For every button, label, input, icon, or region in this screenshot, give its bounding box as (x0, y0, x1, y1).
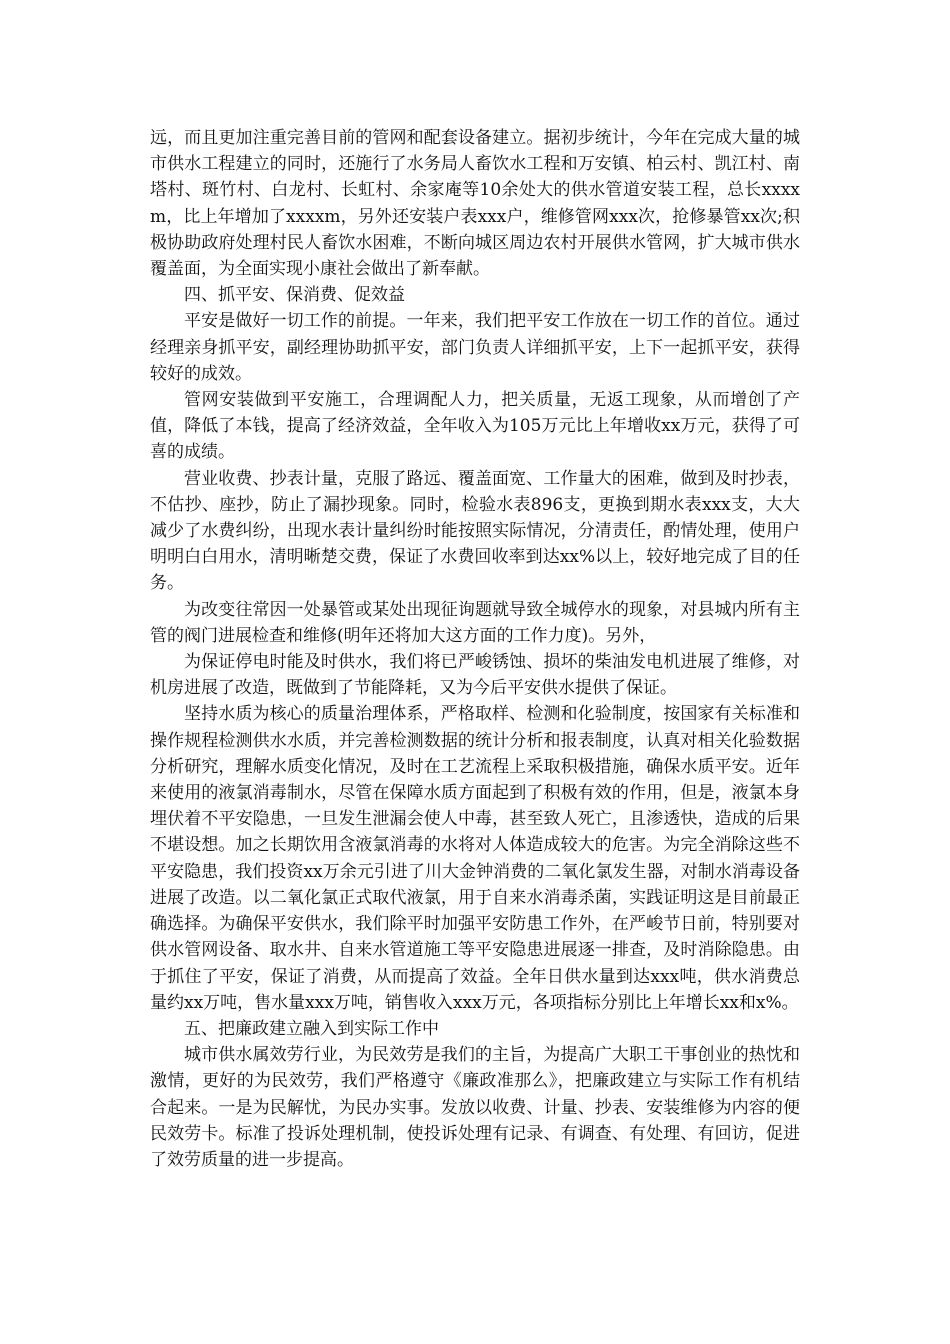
paragraph-valve-maintenance: 为改变往常因一处暴管或某处出现征询题就导致全城停水的现象，对县城内所有主管的阀门进展检查和维修(明年还将加大这方面的工作力度)。另外， (150, 599, 800, 646)
heading-section-five: 五、把廉政建立融入到实际工作中 (184, 1018, 439, 1039)
document-body (150, 125, 800, 1173)
paragraph-integrity-service: 城市供水属效劳行业，为民效劳是我们的主旨，为提高广大职工干事创业的热忱和激情，更好的为民效劳，我们严格遵守《廉政准那么》，把廉政建立与实际工作有机结合起来。一是为民解忧，为民办实事。发放以收费、计量、抄表、安装维修为内容的便民效劳卡。标准了投诉处理机制，使投诉处理有记录、有调查、有处理、有回访，促进了效劳质量的进一步提高。 (150, 1045, 800, 1170)
paragraph-safety-priority: 平安是做好一切工作的前提。一年来，我们把平安工作放在一切工作的首位。通过经理亲身抓平安，副经理协助抓平安，部门负责人详细抓平安，上下一起抓平安，获得较好的成效。 (150, 311, 800, 384)
heading-section-four: 四、抓平安、保消费、促效益 (184, 285, 405, 306)
paragraph-water-quality: 坚持水质为核心的质量治理体系，严格取样、检测和化验制度，按国家有关标准和操作规程检测供水水质，并完善检测数据的统计分析和报表制度，认真对相关化验数据分析研究，理解水质变化情况，及时在工艺流程上采取积极措施，确保水质平安。近年来使用的液氯消毒制水，尽管在保障水质方面起到了积极有效的作用，但是，液氯本身埋伏着不平安隐患，一旦发生泄漏会使人中毒，甚至致人死亡，且渗透快，造成的后果不堪设想。加之长期饮用含液氯消毒的水将对人体造成较大的危害。为完全消除这些不平安隐患，我们投资xx万余元引进了川大金钟消费的二氧化氯发生器，对制水消毒设备进展了改造。以二氧化氯正式取代液氯，用于自来水消毒杀菌，实践证明这是目前最正确选择。为确保平安供水，我们除平时加强平安防患工作外，在严峻节日前，特别要对供水管网设备、取水井、自来水管道施工等平安隐患进展逐一排查，及时消除隐患。由于抓住了平安，保证了消费，从而提高了效益。全年日供水量到达xxx吨，供水消费总量约xx万吨，售水量xxx万吨，销售收入xxx万元，各项指标分别比上年增长xx和x%。 (150, 704, 800, 1013)
paragraph-pipe-installation: 管网安装做到平安施工，合理调配人力，把关质量，无返工现象，从而增创了产值，降低了本钱，提高了经济效益，全年收入为105万元比上年增收xx万元，获得了可喜的成绩。 (150, 390, 800, 463)
paragraph-water-supply-projects: 远，而且更加注重完善目前的管网和配套设备建立。据初步统计，今年在完成大量的城市供水工程建立的同时，还施行了水务局人畜饮水工程和万安镇、柏云村、凯江村、南塔村、斑竹村、白龙村、长虹村、余家庵等10余处大的供水管道安装工程，总长xxxxm，比上年增加了xxxxm，另外还安装户表xxx户，维修管网xxx次，抢修暴管xx次;积极协助政府处理村民人畜饮水困难，不断向城区周边农村开展供水管网，扩大城市供水覆盖面，为全面实现小康社会做出了新奉献。 (150, 128, 800, 280)
paragraph-billing-metering: 营业收费、抄表计量，克服了路远、覆盖面宽、工作量大的困难，做到及时抄表，不估抄、座抄，防止了漏抄现象。同时，检验水表896支，更换到期水表xxx支，大大减少了水费纠纷，出现水表计量纠纷时能按照实际情况，分清责任，酌情处理，使用户明明白白用水，清明晰楚交费，保证了水费回收率到达xx%以上，较好地完成了目的任务。 (150, 468, 800, 594)
paragraph-generator-repair: 为保证停电时能及时供水，我们将已严峻锈蚀、损坏的柴油发电机进展了维修，对机房进展了改造，既做到了节能降耗，又为今后平安供水提供了保证。 (150, 652, 800, 699)
